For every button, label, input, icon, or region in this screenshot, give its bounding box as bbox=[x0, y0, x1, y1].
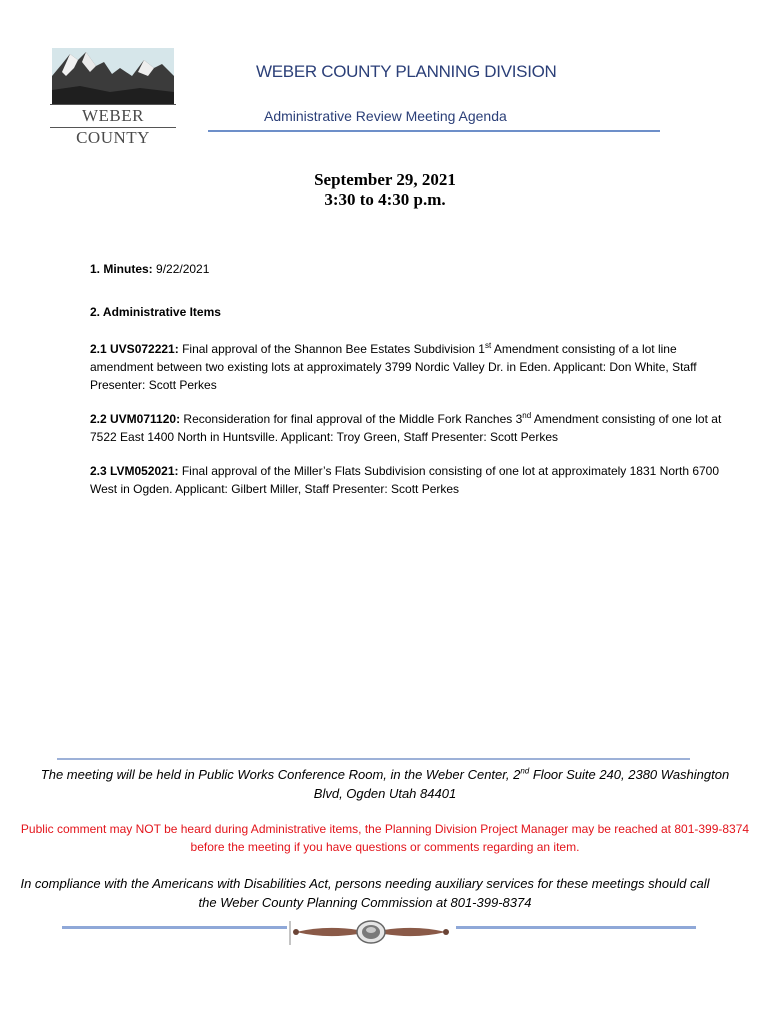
bottom-rule-right bbox=[456, 926, 696, 929]
ornament-icon bbox=[286, 917, 456, 947]
item-text: Reconsideration for final approval of the Middle Fork Ranches 3 bbox=[183, 412, 523, 426]
agenda-item bbox=[90, 340, 735, 394]
footer-divider bbox=[57, 758, 690, 760]
item-text: Final approval of the Miller’s Flats Subdivision consisting of one lot at approximately 1831 North 6700 West in Ogden. Applicant: Gilbert Miller, Staff Presenter: Scott Perkes bbox=[90, 464, 720, 496]
agenda-item bbox=[90, 410, 735, 446]
item-id: 2.3 LVM052021: bbox=[90, 464, 179, 478]
minutes-label: 1. Minutes: bbox=[90, 262, 153, 276]
org-title: WEBER COUNTY PLANNING DIVISION bbox=[256, 62, 557, 81]
item-text: Final approval of the Shannon Bee Estates Subdivision 1 bbox=[182, 342, 485, 356]
venue-text-cont: Floor Suite 240, 2380 Washington Blvd, Ogden Utah 84401 bbox=[313, 767, 730, 801]
agenda-item bbox=[90, 462, 735, 498]
item-text-cont: Amendment consisting of one lot at 7522 East 1400 North in Huntsville. Applicant: Troy Green, Staff Presenter: Scott Perkes bbox=[90, 412, 722, 444]
meeting-date: September 29, 2021 bbox=[314, 170, 456, 189]
header-divider bbox=[208, 130, 660, 132]
ada-notice: In compliance with the Americans with Disabilities Act, persons needing auxiliary services for these meetings should call the Weber County Planning Commission at 801-399-8374 bbox=[20, 876, 710, 910]
public-comment-notice: Public comment may NOT be heard during Administrative items, the Planning Division Project Manager may be reached at 801-399-8374 before the meeting if you have questions or comments regarding an item. bbox=[20, 822, 750, 854]
mountain-logo-icon bbox=[50, 46, 176, 104]
venue-text: The meeting will be held in Public Works Conference Room, in the Weber Center, 2 bbox=[40, 767, 521, 782]
admin-heading-text: 2. Administrative Items bbox=[90, 305, 221, 319]
item-text-cont: Amendment consisting of a lot line amendment between two existing lots at approximately 3799 Nordic Valley Dr. in Eden. Applicant: Don White, Staff Presenter: Scott Perkes bbox=[90, 342, 697, 392]
venue-notice bbox=[30, 765, 740, 803]
item-sup: st bbox=[484, 341, 492, 350]
admin-items-heading bbox=[90, 303, 735, 321]
item-id: 2.1 UVS072221: bbox=[90, 342, 179, 356]
agenda-subtitle: Administrative Review Meeting Agenda bbox=[264, 108, 507, 124]
venue-sup: nd bbox=[520, 766, 530, 776]
minutes-value: 9/22/2021 bbox=[156, 262, 210, 276]
item-sup: nd bbox=[522, 411, 532, 420]
minutes-line bbox=[90, 260, 735, 278]
bottom-rule-left bbox=[62, 926, 287, 929]
logo-text: WEBER COUNTY bbox=[50, 104, 176, 128]
meeting-time: 3:30 to 4:30 p.m. bbox=[324, 190, 446, 209]
item-id: 2.2 UVM071120: bbox=[90, 412, 181, 426]
